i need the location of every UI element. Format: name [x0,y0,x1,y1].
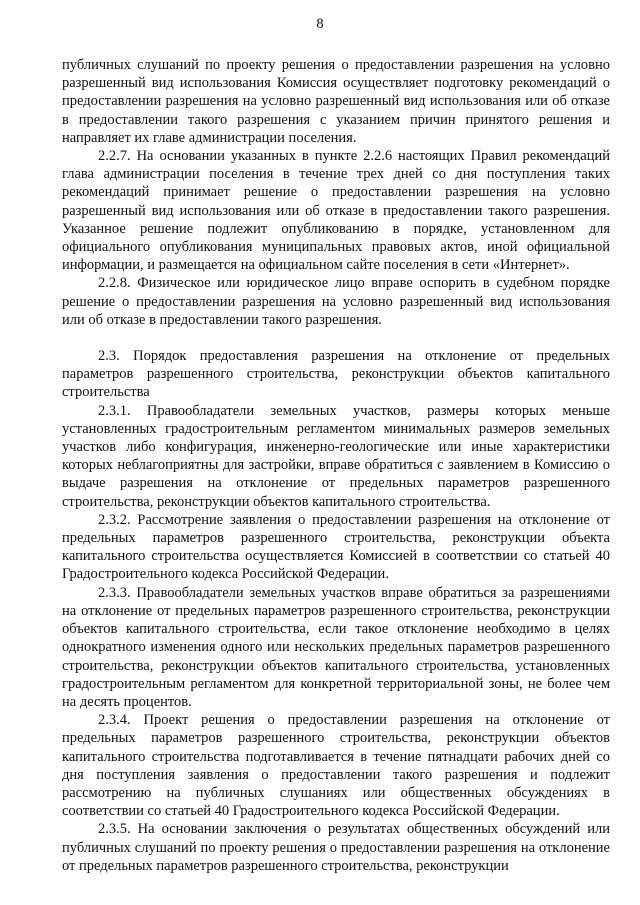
paragraph-2-3-3: 2.3.3. Правообладатели земельных участков вправе обратиться за разрешениями на отклонение от предельных параметров разрешенного строительства, реконструкции объектов капитального строительства, если такое отклонение необходимо в целях однократного изменения одного или нескольких предельных параметров разрешенного строительства, реконструкции объектов капитального строительства, установленных градостроительным регламентом для конкретной территориальной зоны, не более чем на десять процентов. [62,584,610,710]
paragraph-2-3-5: 2.3.5. На основании заключения о результатах общественных обсуждений или публичных слушаний по проекту решения о предоставлении разрешения на отклонение от предельных параметров разрешенного строительства, реконструкции [62,821,610,874]
paragraph-2-2-7: 2.2.7. На основании указанных в пункте 2.2.6 настоящих Правил рекомендаций глава администрации поселения в течение трех дней со дня поступления таких рекомендаций принимает решение о предоставлении разрешения на условно разрешенный вид использования или об отказе в предоставлении такого разрешения. Указанное решение подлежит опубликованию в порядке, установленном для официального опубликования муниципальных правовых актов, иной официальной информации, и размещается на официальном сайте поселения в сети «Интернет». [62,148,610,274]
paragraph-spacer [62,329,610,347]
document-body [62,56,610,875]
section-heading-2-3: 2.3. Порядок предоставления разрешения на отклонение от предельных параметров разрешенного строительства, реконструкции объектов капитального строительства [62,348,610,401]
paragraph-2-2-8: 2.2.8. Физическое или юридическое лицо вправе оспорить в судебном порядке решение о предоставлении разрешения на условно разрешенный вид использования или об отказе в предоставлении такого разрешения. [62,275,610,328]
page-number: 8 [316,16,324,32]
paragraph-2-3-1: 2.3.1. Правообладатели земельных участков, размеры которых меньше установленных градостроительным регламентом минимальных размеров земельных участков либо конфигурация, инженерно-геологические или иные характеристики которых неблагоприятны для застройки, вправе обратиться с заявлением в Комиссию о выдаче разрешения на отклонение от предельных параметров разрешенного строительства, реконструкции объектов капитального строительства. [62,402,610,510]
paragraph-2-3-2: 2.3.2. Рассмотрение заявления о предоставлении разрешения на отклонение от предельных параметров разрешенного строительства, реконструкции объекта капитального строительства осуществляется Комиссией в соответствии со статьей 40 Градостроительного кодекса Российской Федерации. [62,511,610,583]
paragraph-2-3-4: 2.3.4. Проект решения о предоставлении разрешения на отклонение от предельных параметров разрешенного строительства, реконструкции объектов капитального строительства подготавливается в течение пятнадцати рабочих дней со дня поступления заявления о предоставлении такого разрешения и подлежит рассмотрению на публичных слушаниях или общественных обсуждениях в соответствии со статьей 40 Градостроительного кодекса Российской Федерации. [62,712,610,820]
paragraph-continuation: публичных слушаний по проекту решения о предоставлении разрешения на условно разрешенный вид использования Комиссия осуществляет подготовку рекомендаций о предоставлении разрешения на условно разрешенный вид использования или об отказе в предоставлении такого разрешения с указанием причин принятого решения и направляет их главе администрации поселения. [62,57,610,146]
